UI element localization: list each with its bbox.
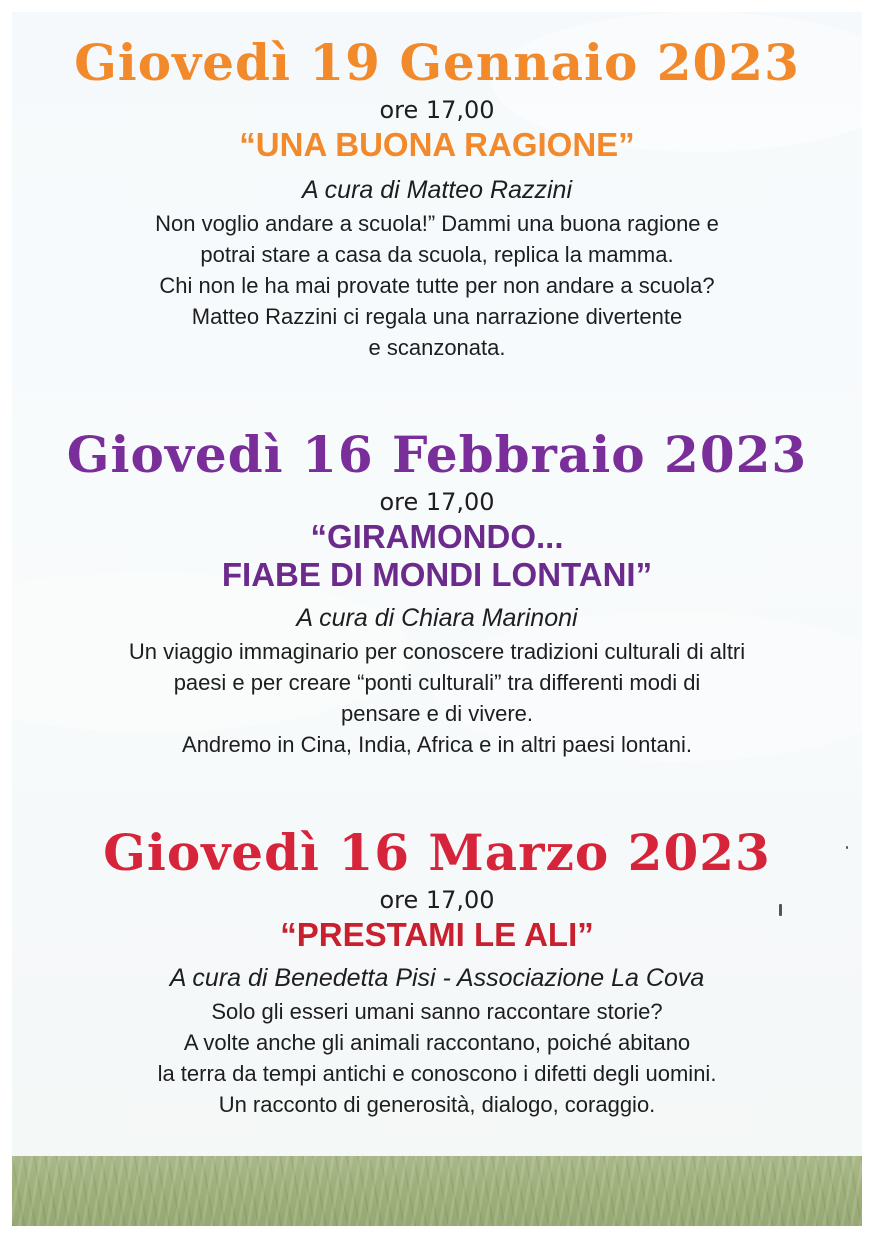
description-line: potrai stare a casa da scuola, replica la mamma. — [200, 242, 674, 267]
event-date: Giovedì 16 Marzo 2023 — [103, 823, 771, 882]
event-title: “UNA BUONA RAGIONE” — [239, 126, 635, 163]
event-date: Giovedì 19 Gennaio 2023 — [74, 33, 800, 92]
description-line: Non voglio andare a scuola!” Dammi una buona ragione e — [155, 211, 719, 236]
event-3 — [12, 824, 862, 1120]
event-time: ore 17,00 — [379, 886, 495, 914]
description-line: Matteo Razzini ci regala una narrazione divertente — [191, 304, 683, 329]
event-time: ore 17,00 — [379, 96, 495, 124]
event-2 — [12, 426, 862, 760]
event-title: “PRESTAMI LE ALI” — [280, 916, 594, 953]
event-curator: A cura di Benedetta Pisi - Associazione La Cova — [169, 964, 705, 992]
description-line: Un racconto di generosità, dialogo, coraggio. — [218, 1092, 656, 1117]
description-line: Un viaggio immaginario per conoscere tradizioni culturali di altri — [128, 639, 746, 664]
event-1 — [12, 34, 862, 363]
event-title: FIABE DI MONDI LONTANI” — [221, 556, 653, 593]
grass-strip — [12, 1156, 862, 1226]
description-line: Andremo in Cina, India, Africa e in altri paesi lontani. — [182, 732, 692, 757]
event-title: “GIRAMONDO... — [310, 518, 564, 555]
event-curator: A cura di Matteo Razzini — [301, 176, 573, 204]
description-line: e scanzonata. — [368, 335, 506, 360]
event-description — [12, 996, 862, 1120]
description-line: la terra da tempi antichi e conoscono i difetti degli uomini. — [157, 1061, 717, 1086]
event-curator: A cura di Chiara Marinoni — [296, 604, 578, 632]
description-line: paesi e per creare “ponti culturali” tra differenti modi di — [173, 670, 701, 695]
event-time: ore 17,00 — [379, 488, 495, 516]
description-line: pensare e di vivere. — [341, 701, 533, 726]
description-line: Chi non le ha mai provate tutte per non andare a scuola? — [159, 273, 715, 298]
event-description — [12, 636, 862, 760]
description-line: Solo gli esseri umani sanno raccontare storie? — [211, 999, 663, 1024]
description-line: A volte anche gli animali raccontano, poiché abitano — [183, 1030, 691, 1055]
event-date: Giovedì 16 Febbraio 2023 — [66, 425, 808, 484]
event-description — [12, 208, 862, 363]
